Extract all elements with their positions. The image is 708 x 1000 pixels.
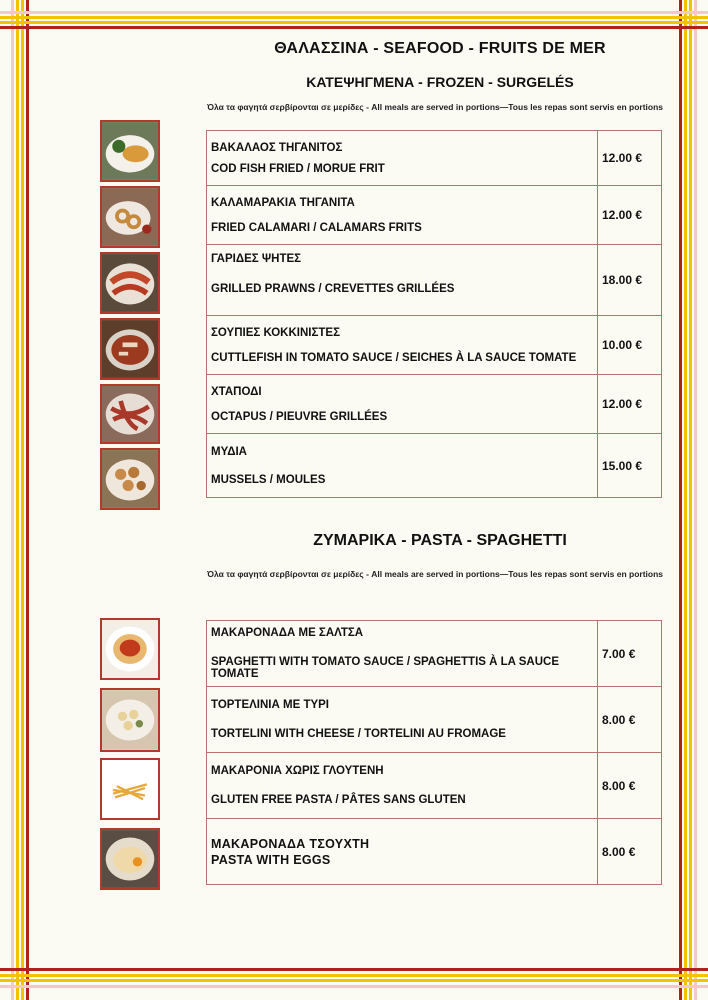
item-price: 8.00 €: [598, 819, 662, 885]
pasta-eggs-image: [100, 828, 160, 890]
spaghetti-tomato-image: [100, 618, 160, 680]
item-price: 8.00 €: [598, 687, 662, 753]
pasta-title: ΖΥΜΑΡΙΚΑ - PASTA - SPAGHETTI: [313, 532, 567, 549]
item-price: 18.00 €: [598, 245, 662, 316]
item-name-greek: ΜΑΚΑΡΟΝΑΔΑ ΤΣΟΥΧΤΗ: [211, 836, 370, 851]
menu-item-row: [207, 687, 662, 753]
octopus-image: [100, 384, 160, 444]
item-name-english: CUTTLEFISH IN TOMATO SAUCE / SEICHES À LA SAUCE TOMATE: [211, 351, 577, 364]
grilled-prawns-image: [100, 252, 160, 314]
seafood-title: ΘΑΛΑΣΣΙΝΑ - SEAFOOD - FRUITS DE MER: [274, 40, 606, 57]
item-name-greek: ΤΟΡΤΕΛΙΝΙΑ ΜΕ ΤΥΡΙ: [211, 699, 329, 711]
gluten-free-pasta-image: [100, 758, 160, 820]
pasta-menu-table: [206, 620, 662, 885]
item-price: 12.00 €: [598, 375, 662, 434]
item-price: 12.00 €: [598, 186, 662, 245]
cuttlefish-image: [100, 318, 160, 380]
item-description: [207, 375, 598, 434]
item-name-english: SPAGHETTI WITH TOMATO SAUCE / SPAGHETTIS À LA SAUCE TOMATE: [211, 656, 559, 680]
item-name-greek: ΓΑΡΙΔΕΣ ΨΗΤΕΣ: [211, 253, 302, 265]
fried-cod-image: [100, 120, 160, 182]
tortellini-image: [100, 688, 160, 752]
item-price: 8.00 €: [598, 753, 662, 819]
item-price: 10.00 €: [598, 316, 662, 375]
mussels-image: [100, 448, 160, 510]
item-name-english: OCTAPUS / PIEUVRE GRILLÉES: [211, 410, 388, 423]
item-name-greek: ΜΑΚΑΡΟΝΙΑ ΧΩΡΙΣ ΓΛΟΥΤΕΝΗ: [211, 765, 384, 777]
item-description: [207, 753, 598, 819]
item-description: [207, 621, 598, 687]
item-name-english: GLUTEN FREE PASTA / PÂTES SANS GLUTEN: [211, 794, 466, 806]
item-price: 15.00 €: [598, 434, 662, 498]
item-name-greek: ΜΑΚΑΡΟΝΑΔΑ ΜΕ ΣΑΛΤΣΑ: [211, 627, 364, 639]
item-name-greek: ΚΑΛΑΜΑΡΑΚΙΑ ΤΗΓΑΝΙΤΑ: [211, 196, 355, 209]
item-description: [207, 316, 598, 375]
item-name-greek: ΜΥΔΙΑ: [211, 445, 247, 458]
menu-item-row: [207, 621, 662, 687]
item-name-greek: ΧΤΑΠΟΔΙ: [211, 385, 262, 398]
item-description: [207, 245, 598, 316]
pasta-portions-note: Όλα τα φαγητά σερβίρονται σε μερίδες - All meals are served in portions—Tous les repas sont servis en portions: [206, 569, 664, 579]
item-description: [207, 687, 598, 753]
item-description: [207, 434, 598, 498]
seafood-subtitle: ΚΑΤΕΨΗΓΜΕΝΑ - FROZEN - SURGELÉS: [306, 74, 574, 90]
item-name-english: MUSSELS / MOULES: [211, 473, 326, 486]
item-price: 7.00 €: [598, 621, 662, 687]
item-name-english: PASTA WITH EGGS: [211, 852, 331, 867]
menu-item-row: [207, 819, 662, 885]
item-name-english: FRIED CALAMARI / CALAMARS FRITS: [211, 221, 422, 234]
item-description: [207, 131, 598, 186]
item-name-greek: ΒΑΚΑΛΑΟΣ ΤΗΓΑΝΙΤΟΣ: [211, 141, 343, 154]
seafood-portions-note: Όλα τα φαγητά σερβίρονται σε μερίδες - All meals are served in portions—Tous les repas sont servis en portions: [206, 102, 664, 112]
menu-item-row: [207, 131, 662, 186]
menu-item-row: [207, 316, 662, 375]
item-price: 12.00 €: [598, 131, 662, 186]
fried-calamari-image: [100, 186, 160, 248]
menu-item-row: [207, 375, 662, 434]
menu-item-row: [207, 186, 662, 245]
item-description: [207, 819, 598, 885]
seafood-menu-table: [206, 130, 662, 498]
item-name-greek: ΣΟΥΠΙΕΣ ΚΟΚΚΙΝΙΣΤΕΣ: [211, 326, 340, 339]
item-name-english: COD FISH FRIED / MORUE FRIT: [211, 162, 385, 175]
menu-item-row: [207, 753, 662, 819]
menu-item-row: [207, 434, 662, 498]
menu-item-row: [207, 245, 662, 316]
item-name-english: GRILLED PRAWNS / CREVETTES GRILLÉES: [211, 283, 455, 295]
item-name-english: TORTELINI WITH CHEESE / TORTELINI AU FROMAGE: [211, 728, 506, 740]
item-description: [207, 186, 598, 245]
